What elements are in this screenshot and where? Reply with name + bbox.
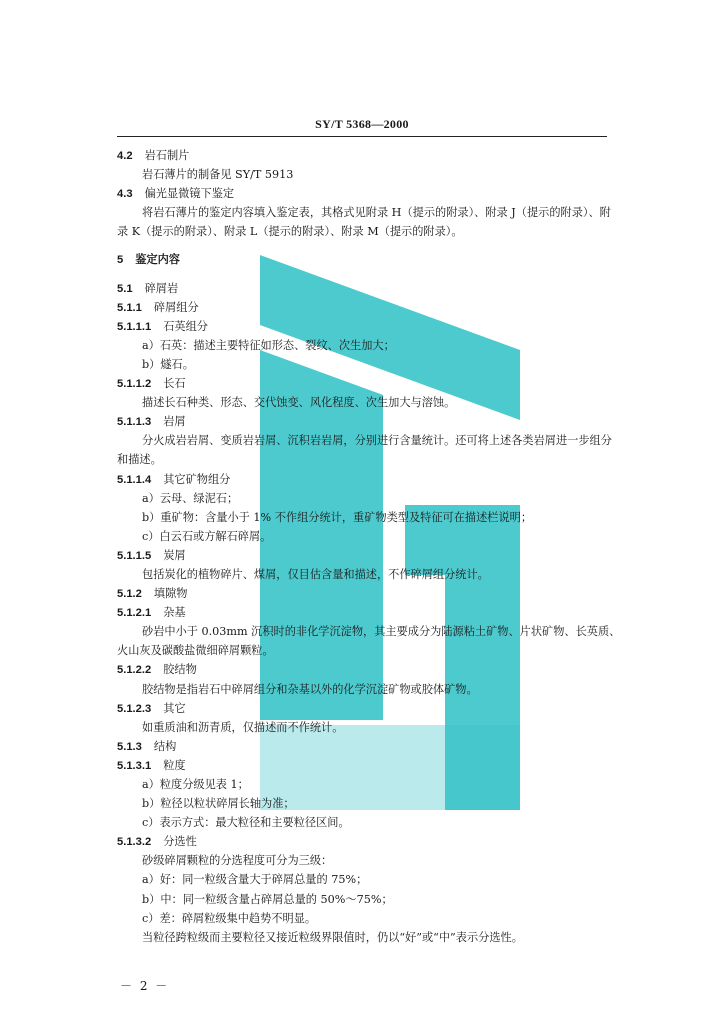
line-text: 火山灰及碳酸盐微细碎屑颗粒。	[117, 644, 274, 658]
line-text: 描述长石种类、形态、交代蚀变、风化程度、次生加大与溶蚀。	[142, 396, 456, 410]
section-number: 5.1.3.1	[117, 759, 152, 772]
section-heading	[117, 317, 669, 336]
body-text-line	[117, 870, 669, 889]
section-heading	[117, 470, 669, 489]
section-heading	[117, 546, 669, 565]
section-heading	[117, 603, 669, 622]
section-number: 5.1.1.3	[117, 416, 152, 429]
section-number: 5.1.2.1	[117, 607, 152, 620]
line-text: 岩石薄片的制备见 SY/T 5913	[142, 168, 294, 182]
header-rule	[117, 136, 607, 137]
body-text-line	[117, 680, 669, 699]
body-text-line	[117, 718, 669, 737]
heading-text: 结构	[153, 739, 177, 753]
body-text-line	[117, 203, 669, 222]
heading-text: 岩屑	[163, 415, 186, 429]
line-text: 将岩石薄片的鉴定内容填入鉴定表，其格式见附录 H（提示的附录）、附录 J（提示的附录）、附	[142, 206, 611, 220]
body-text-line	[117, 489, 669, 508]
body-text-line	[117, 431, 669, 450]
heading-text: 其它矿物组分	[163, 472, 231, 486]
body-text-line	[117, 336, 669, 355]
section-number: 5.1.1.5	[117, 549, 152, 562]
section-number: 5.1.2.3	[117, 702, 152, 715]
line-text: 当粒径跨粒级而主要粒径又接近粒级界限值时，仍以“好”或“中”表示分选性。	[142, 930, 523, 944]
line-text: a）好：同一粒级含量大于碎屑总量的 75%；	[142, 873, 368, 887]
section-number: 5.1.1.4	[117, 473, 152, 486]
line-text: a）云母、绿泥石；	[142, 491, 239, 505]
section-heading	[117, 298, 669, 317]
heading-text: 粒度	[163, 758, 186, 772]
line-text: 分火成岩岩屑、变质岩岩屑、沉积岩岩屑，分别进行含量统计。还可将上述各类岩屑进一步组分	[142, 434, 612, 448]
heading-text: 填隙物	[153, 587, 188, 601]
body-text-line	[117, 622, 669, 641]
heading-text: 分选性	[163, 835, 197, 849]
heading-text: 其它	[163, 701, 186, 715]
body-text-line	[117, 165, 669, 184]
body-text-line	[117, 222, 669, 241]
section-number: 5.1.1.2	[117, 378, 152, 391]
line-text: 录 K（提示的附录）、附录 L（提示的附录）、附录 M（提示的附录）。	[117, 225, 463, 239]
line-text: c）白云石或方解石碎屑。	[142, 529, 272, 543]
body-text-line	[117, 890, 669, 909]
section-heading	[117, 699, 669, 718]
heading-text: 岩石制片	[144, 149, 190, 162]
line-text: 砂岩中小于 0.03mm 沉积时的非化学沉淀物，其主要成分为陆源粘土矿物、片状矿物、长英质、	[142, 625, 621, 639]
section-number: 5.1.1.1	[117, 320, 152, 333]
body-text-line	[117, 794, 669, 813]
section-number: 5	[117, 254, 124, 267]
line-text: a）粒度分级见表 1；	[142, 778, 249, 791]
line-text: 如重质油和沥青质，仅描述而不作统计。	[142, 720, 344, 734]
line-text: 砂级碎屑颗粒的分选程度可分为三级：	[142, 854, 333, 868]
body-text-line	[117, 851, 669, 870]
section-number: 5.1.2	[117, 588, 142, 601]
body-text-line	[117, 928, 669, 947]
section-heading	[117, 184, 669, 203]
heading-text: 偏光显微镜下鉴定	[144, 187, 235, 201]
body-text-line	[117, 775, 669, 794]
section-heading	[117, 660, 669, 679]
heading-text: 鉴定内容	[135, 252, 180, 267]
heading-text: 杂基	[163, 606, 186, 620]
body-text-line	[117, 641, 669, 660]
line-text: b）中：同一粒级含量占碎屑总量的 50%～75%；	[142, 892, 393, 906]
body-text-line	[117, 508, 669, 527]
section-number: 5.1.3	[117, 740, 142, 753]
body-text-line	[117, 450, 669, 469]
section-heading	[117, 756, 669, 775]
line-text: 包括炭化的植物碎片、煤屑，仅目估含量和描述，不作碎屑组分统计。	[142, 567, 489, 581]
section-number: 5.1.1	[117, 301, 142, 314]
body-text-line	[117, 813, 669, 832]
section-heading	[117, 832, 669, 851]
line-text: c）表示方式：最大粒径和主要粒径区间。	[142, 816, 350, 830]
section-heading	[117, 279, 669, 298]
line-text: 胶结物是指岩石中碎屑组分和杂基以外的化学沉淀矿物或胶体矿物。	[142, 682, 478, 696]
section-number: 5.1.3.2	[117, 836, 152, 849]
line-text: b）重矿物：含量小于 1% 不作组分统计，重矿物类型及特征可在描述栏说明；	[142, 510, 533, 524]
heading-text: 长石	[163, 377, 186, 391]
section-heading	[117, 584, 669, 603]
line-text: a）石英：描述主要特征如形态、裂纹、次生加大；	[142, 338, 395, 352]
section-heading	[117, 146, 669, 165]
section-number: 5.1	[117, 282, 133, 295]
heading-text: 胶结物	[163, 663, 197, 677]
line-text: c）差：碎屑粒级集中趋势不明显。	[142, 911, 317, 925]
section-heading	[117, 737, 669, 756]
body-text-line	[117, 527, 669, 546]
body-text-line	[117, 909, 669, 928]
heading-text: 碎屑岩	[144, 281, 179, 295]
body-text-line	[117, 565, 669, 584]
body-text-line	[117, 355, 669, 374]
section-heading	[117, 412, 669, 431]
section-number: 4.3	[117, 188, 133, 201]
section-heading	[117, 374, 669, 393]
section-heading	[117, 250, 669, 269]
line-text: b）粒径以粒状碎屑长轴为准；	[142, 797, 295, 811]
heading-text: 炭屑	[163, 548, 186, 562]
standard-code-header: SY/T 5368—2000	[315, 117, 409, 131]
section-number: 5.1.2.2	[117, 664, 152, 677]
heading-text: 石英组分	[163, 319, 208, 333]
page-number: － 2 －	[120, 979, 170, 993]
line-text: 和描述。	[117, 453, 162, 467]
line-text: b）燧石。	[142, 357, 194, 371]
body-text-line	[117, 393, 669, 412]
section-number: 4.2	[117, 150, 133, 162]
document-body	[117, 146, 669, 947]
heading-text: 碎屑组分	[153, 300, 199, 314]
